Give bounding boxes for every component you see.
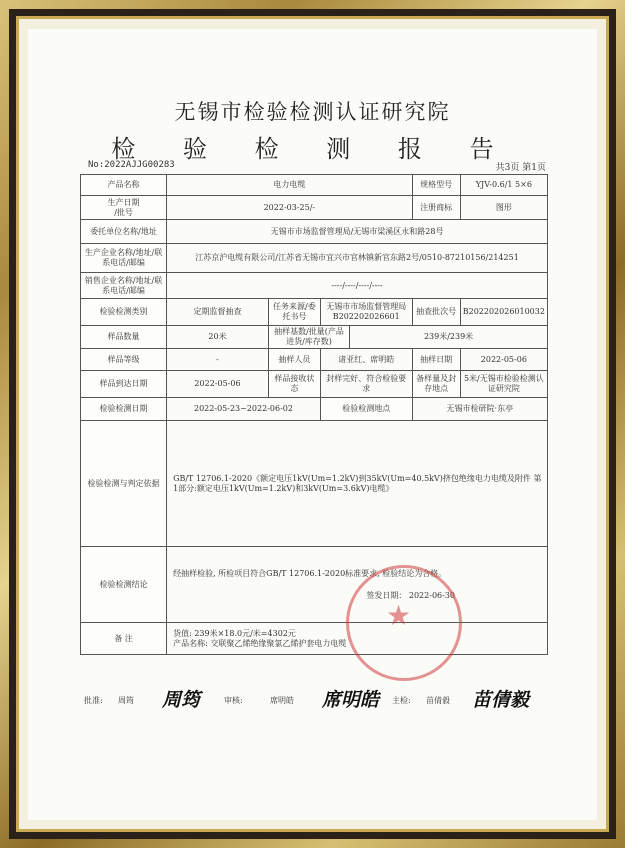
signature-row — [84, 685, 554, 715]
report-title: 检 验 检 测 报 告 — [111, 135, 514, 163]
page-info: 共3页 第1页 — [495, 163, 546, 173]
sign-date-label: 签发日期： — [366, 590, 407, 600]
product-name-label: 产品名称 — [81, 175, 167, 196]
review-label: 审核: — [224, 696, 243, 705]
sign-date: 2022-06-30 — [408, 590, 455, 600]
review-signature: 席明皓 — [322, 689, 380, 711]
client-label: 委托单位名称/地址 — [81, 220, 167, 244]
product-name: 电力电缆 — [167, 175, 413, 196]
grade-label: 样品等级 — [81, 349, 167, 371]
report-paper — [28, 29, 597, 820]
main-signature: 苗倩毅 — [472, 689, 530, 711]
basis-label: 检验检测与判定依据 — [81, 421, 167, 547]
report-number: No:2022AJJG00283 — [88, 160, 175, 170]
prod-date-label: 生产日期 /批号 — [81, 196, 167, 220]
approve-signature: 周筠 — [162, 689, 201, 711]
conclusion: 经抽样检验, 所检项目符合GB/T 12706.1-2020标准要求, 检验结论为合格。 — [173, 568, 447, 578]
test-type: 定期监督抽查 — [167, 299, 269, 326]
trademark-label: 注册商标 — [412, 196, 460, 220]
sampler-label: 抽样人员 — [268, 349, 320, 371]
receive-state-label: 样品接收状态 — [268, 371, 320, 398]
base-qty-label: 抽样基数/批量(产品进货/库存数) — [268, 326, 349, 349]
client: 无锡市市场监督管理局/无锡市梁溪区永和路28号 — [167, 220, 548, 244]
model-label: 规格型号 — [412, 175, 460, 196]
receive-state: 封样完好、符合检验要求 — [320, 371, 412, 398]
remark-line-2: 产品名称: 交联聚乙烯绝缘聚氯乙烯护套电力电缆 — [173, 638, 347, 648]
review-name: 席明皓 — [270, 696, 294, 705]
arrival-label: 样品到达日期 — [81, 371, 167, 398]
test-place: 无锡市检研院·东亭 — [412, 398, 547, 421]
arrival: 2022-05-06 — [167, 371, 269, 398]
test-date-label: 检验检测日期 — [81, 398, 167, 421]
batch-no: B202202026010032 — [460, 299, 547, 326]
task-source: 无锡市市场监督管理局B202202026601 — [320, 299, 412, 326]
approve-label: 批准: — [84, 696, 103, 705]
manufacturer-label: 生产企业名称/地址/联系电话/邮编 — [81, 244, 167, 273]
model: YJV-0.6/1 5×6 — [460, 175, 547, 196]
qty-label: 样品数量 — [81, 326, 167, 349]
prod-date: 2022-03-25/- — [167, 196, 413, 220]
report-table — [80, 174, 548, 655]
manufacturer: 江苏京沪电缆有限公司/江苏省无锡市宜兴市官林镇新官东路2号/0510-87210156/214251 — [167, 244, 548, 273]
trademark: 图形 — [460, 196, 547, 220]
storage-label: 备样量及封存地点 — [412, 371, 460, 398]
sampler: 诸亚红、席明皓 — [320, 349, 412, 371]
main-label: 主检: — [392, 696, 411, 705]
remark-label: 备 注 — [81, 623, 167, 655]
conclusion-label: 检验检测结论 — [81, 547, 167, 623]
base-qty: 239米/239米 — [350, 326, 548, 349]
approve-name: 周筠 — [118, 696, 134, 705]
grade: - — [167, 349, 269, 371]
test-place-label: 检验检测地点 — [320, 398, 412, 421]
main-name: 苗倩毅 — [426, 696, 450, 705]
task-source-label: 任务来源/委托书号 — [268, 299, 320, 326]
seller-label: 销售企业名称/地址/联系电话/邮编 — [81, 273, 167, 299]
sample-date-label: 抽样日期 — [412, 349, 460, 371]
sample-date: 2022-05-06 — [460, 349, 547, 371]
qty: 20米 — [167, 326, 269, 349]
test-date: 2022-05-23~2022-06-02 — [167, 398, 321, 421]
test-type-label: 检验检测类别 — [81, 299, 167, 326]
seal-star-icon: ★ — [386, 599, 412, 632]
basis: GB/T 12706.1-2020《额定电压1kV(Um=1.2kV)到35kV(Um=40.5kV)挤包绝缘电力电缆及附件 第1部分:额定电压1kV(Um=1.2kV)和3kV(Um=3.6kV)电缆》 — [167, 421, 548, 547]
storage: 5米/无锡市检验检测认证研究院 — [460, 371, 547, 398]
batch-no-label: 抽查批次号 — [412, 299, 460, 326]
remark-line-1: 货值: 239米×18.0元/米=4302元 — [173, 628, 296, 638]
seller: ----/----/----/---- — [167, 273, 548, 299]
institute-name: 无锡市检验检测认证研究院 — [174, 100, 451, 124]
